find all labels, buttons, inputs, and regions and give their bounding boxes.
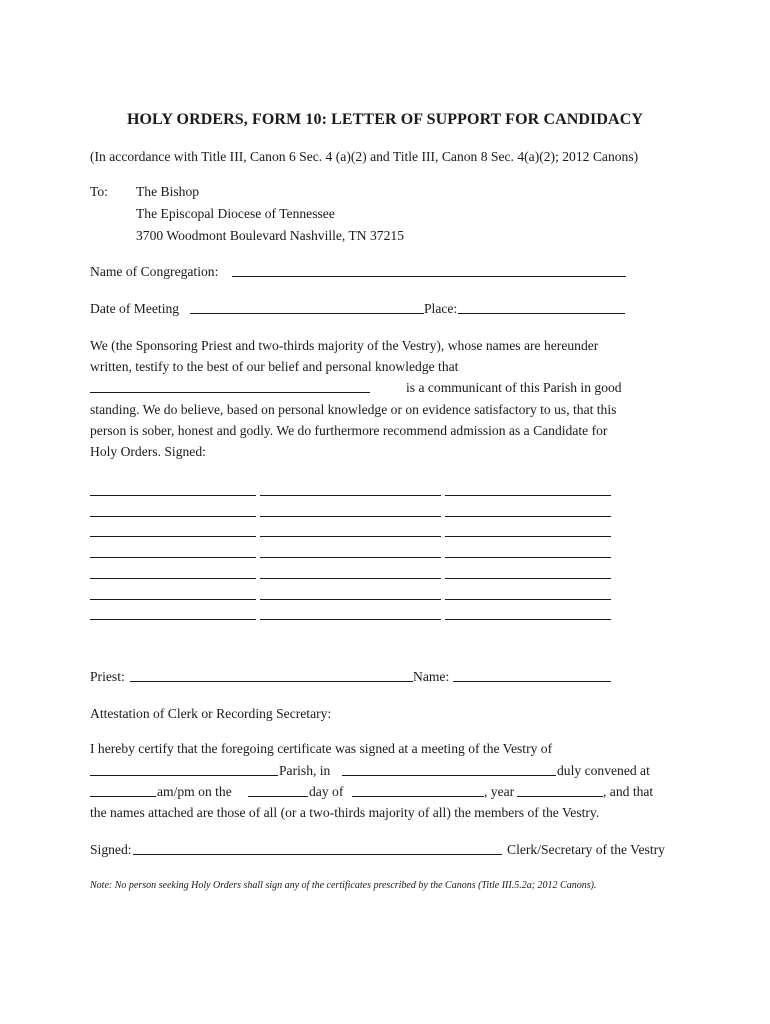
- vestry-signature-line[interactable]: [260, 578, 441, 579]
- vestry-signature-line[interactable]: [445, 557, 611, 558]
- vestry-signature-line[interactable]: [260, 495, 441, 496]
- priest-name-field[interactable]: [453, 681, 611, 682]
- clerk-signature-field[interactable]: [133, 854, 502, 855]
- place-label: Place:: [424, 301, 458, 316]
- vestry-signature-line[interactable]: [445, 495, 611, 496]
- dayof-text: day of: [309, 784, 344, 799]
- paragraph-line: We (the Sponsoring Priest and two-thirds majority of the Vestry), whose names are hereunder: [90, 338, 599, 353]
- vestry-signature-line[interactable]: [90, 495, 256, 496]
- vestry-signature-line[interactable]: [90, 557, 256, 558]
- address-line-2: The Episcopal Diocese of Tennessee: [136, 206, 335, 221]
- paragraph-line: standing. We do believe, based on personal knowledge or on evidence satisfactory to us, that this: [90, 402, 617, 417]
- vestry-signature-line[interactable]: [445, 536, 611, 537]
- vestry-signature-line[interactable]: [260, 619, 441, 620]
- vestry-signature-line[interactable]: [260, 536, 441, 537]
- name-label: Name:: [413, 669, 450, 684]
- and-that-text: , and that: [603, 784, 654, 799]
- address-line-3: 3700 Woodmont Boulevard Nashville, TN 37215: [136, 228, 404, 243]
- signed-label: Signed:: [90, 842, 132, 857]
- vestry-signature-line[interactable]: [260, 599, 441, 600]
- vestry-signature-line[interactable]: [90, 619, 256, 620]
- month-field[interactable]: [352, 796, 484, 797]
- vestry-signature-line[interactable]: [90, 599, 256, 600]
- vestry-signature-line[interactable]: [445, 599, 611, 600]
- vestry-signature-line[interactable]: [90, 516, 256, 517]
- paragraph-line: Holy Orders. Signed:: [90, 444, 206, 459]
- vestry-signature-line[interactable]: [445, 619, 611, 620]
- certification-line: the names attached are those of all (or a two-thirds majority of all) the members of the Vestry.: [90, 805, 600, 820]
- parish-location-field[interactable]: [342, 775, 556, 776]
- paragraph-line: is a communicant of this Parish in good: [406, 380, 622, 395]
- vestry-signature-line[interactable]: [260, 557, 441, 558]
- vestry-signature-line[interactable]: [90, 536, 256, 537]
- priest-label: Priest:: [90, 669, 125, 684]
- form-subtitle: (In accordance with Title III, Canon 6 Sec. 4 (a)(2) and Title III, Canon 8 Sec. 4(a)(2); 2012 Canons): [90, 149, 639, 164]
- meeting-date-label: Date of Meeting: [90, 301, 180, 316]
- footnote: Note: No person seeking Holy Orders shall sign any of the certificates prescribed by the Canons (Title III.5.2a; 2012 Canons).: [90, 880, 597, 891]
- time-field[interactable]: [90, 796, 156, 797]
- candidate-name-field[interactable]: [90, 392, 370, 393]
- paragraph-line: person is sober, honest and godly. We do furthermore recommend admission as a Candidate for: [90, 423, 608, 438]
- place-field[interactable]: [458, 313, 625, 314]
- clerk-title: Clerk/Secretary of the Vestry: [507, 842, 665, 857]
- attestation-heading: Attestation of Clerk or Recording Secretary:: [90, 706, 332, 721]
- day-field[interactable]: [248, 796, 308, 797]
- vestry-signature-line[interactable]: [260, 516, 441, 517]
- vestry-signature-line[interactable]: [445, 578, 611, 579]
- form-title: HOLY ORDERS, FORM 10: LETTER OF SUPPORT FOR CANDIDACY: [126, 111, 644, 128]
- address-line-1: The Bishop: [136, 184, 200, 199]
- to-label: To:: [90, 184, 108, 199]
- priest-signature-field[interactable]: [130, 681, 413, 682]
- year-text: , year: [484, 784, 515, 799]
- year-field[interactable]: [517, 796, 603, 797]
- congregation-field[interactable]: [232, 276, 626, 277]
- paragraph-line: written, testify to the best of our belief and personal knowledge that: [90, 359, 459, 374]
- vestry-name-field[interactable]: [90, 775, 278, 776]
- certification-line: I hereby certify that the foregoing certificate was signed at a meeting of the Vestry of: [90, 741, 553, 756]
- meeting-date-field[interactable]: [190, 313, 424, 314]
- duly-convened-text: duly convened at: [557, 763, 650, 778]
- parish-in-text: Parish, in: [279, 763, 331, 778]
- ampm-text: am/pm on the: [157, 784, 232, 799]
- congregation-label: Name of Congregation:: [90, 264, 219, 279]
- vestry-signature-line[interactable]: [90, 578, 256, 579]
- vestry-signature-line[interactable]: [445, 516, 611, 517]
